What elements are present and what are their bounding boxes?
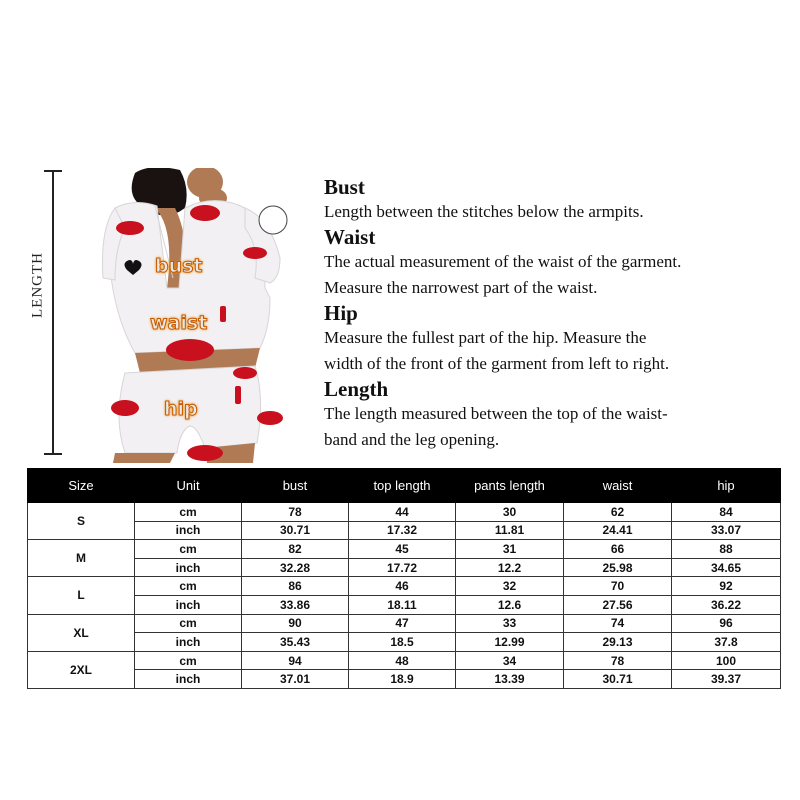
pants-length-cell: 12.99: [456, 633, 564, 652]
unit-cell: cm: [135, 651, 242, 670]
pants-length-cell: 13.39: [456, 670, 564, 689]
bust-cell: 86: [242, 577, 349, 596]
length-text-line: The length measured between the top of the waist-: [324, 404, 668, 423]
table-row: [28, 595, 781, 614]
table-row: [28, 540, 781, 559]
unit-cell: cm: [135, 614, 242, 633]
hip-cell: 36.22: [672, 595, 781, 614]
waist-cell: 78: [564, 651, 672, 670]
unit-cell: inch: [135, 558, 242, 577]
table-row: [28, 558, 781, 577]
measurement-descriptions: [324, 175, 794, 453]
pants-length-cell: 32: [456, 577, 564, 596]
bust-cell: 37.01: [242, 670, 349, 689]
hip-cell: 84: [672, 503, 781, 522]
waist-description: [324, 225, 794, 301]
bust-cell: 30.71: [242, 521, 349, 540]
length-text-line: band and the leg opening.: [324, 430, 500, 449]
hip-cell: 88: [672, 540, 781, 559]
waist-image-label: waist: [150, 312, 208, 334]
top-length-cell: 17.72: [349, 558, 456, 577]
length-heading: Length: [324, 377, 389, 401]
top-length-cell: 18.11: [349, 595, 456, 614]
size-cell: XL: [28, 614, 135, 651]
top-length-cell: 47: [349, 614, 456, 633]
unit-cell: inch: [135, 670, 242, 689]
waist-cell: 70: [564, 577, 672, 596]
top-length-cell: 18.5: [349, 633, 456, 652]
header-unit: Unit: [135, 469, 242, 503]
unit-cell: inch: [135, 633, 242, 652]
hip-cell: 34.65: [672, 558, 781, 577]
waist-cell: 62: [564, 503, 672, 522]
header-pants-length: pants length: [456, 469, 564, 503]
hip-cell: 39.37: [672, 670, 781, 689]
hip-cell: 37.8: [672, 633, 781, 652]
unit-cell: cm: [135, 577, 242, 596]
bust-cell: 90: [242, 614, 349, 633]
bust-cell: 35.43: [242, 633, 349, 652]
hip-text-line: Measure the fullest part of the hip. Measure the: [324, 328, 647, 347]
waist-heading: Waist: [324, 225, 376, 249]
top-length-cell: 18.9: [349, 670, 456, 689]
table-row: [28, 651, 781, 670]
pants-length-cell: 34: [456, 651, 564, 670]
bust-cell: 32.28: [242, 558, 349, 577]
length-description: [324, 377, 794, 453]
size-cell: S: [28, 503, 135, 540]
bust-heading: Bust: [324, 175, 365, 199]
hip-text-line: width of the front of the garment from left to right.: [324, 354, 670, 373]
hip-cell: 96: [672, 614, 781, 633]
table-row: [28, 503, 781, 522]
top-length-cell: 46: [349, 577, 456, 596]
top-length-cell: 17.32: [349, 521, 456, 540]
waist-cell: 74: [564, 614, 672, 633]
pants-length-cell: 30: [456, 503, 564, 522]
waist-cell: 24.41: [564, 521, 672, 540]
top-length-cell: 48: [349, 651, 456, 670]
size-chart-table: [27, 468, 781, 689]
hip-description: [324, 301, 794, 377]
pants-length-cell: 33: [456, 614, 564, 633]
table-row: [28, 577, 781, 596]
size-cell: M: [28, 540, 135, 577]
top-length-cell: 44: [349, 503, 456, 522]
bust-cell: 82: [242, 540, 349, 559]
size-cell: L: [28, 577, 135, 614]
table-row: [28, 614, 781, 633]
header-top-length: top length: [349, 469, 456, 503]
pants-length-cell: 31: [456, 540, 564, 559]
header-waist: waist: [564, 469, 672, 503]
length-ruler-top-cap: [44, 170, 62, 172]
table-row: [28, 521, 781, 540]
hip-heading: Hip: [324, 301, 358, 325]
waist-cell: 27.56: [564, 595, 672, 614]
header-size: Size: [28, 469, 135, 503]
waist-cell: 30.71: [564, 670, 672, 689]
bust-description: [324, 175, 794, 225]
hip-cell: 33.07: [672, 521, 781, 540]
unit-cell: inch: [135, 521, 242, 540]
bust-cell: 78: [242, 503, 349, 522]
waist-cell: 66: [564, 540, 672, 559]
waist-text-line: Measure the narrowest part of the waist.: [324, 278, 598, 297]
pants-length-cell: 12.2: [456, 558, 564, 577]
length-ruler-bottom-cap: [44, 453, 62, 455]
waist-cell: 25.98: [564, 558, 672, 577]
size-cell: 2XL: [28, 651, 135, 688]
length-ruler-label: LENGTH: [29, 252, 46, 318]
hip-cell: 100: [672, 651, 781, 670]
hip-cell: 92: [672, 577, 781, 596]
bust-cell: 33.86: [242, 595, 349, 614]
hip-image-label: hip: [164, 398, 198, 420]
length-ruler-line: [52, 170, 54, 454]
bust-text-line: Length between the stitches below the armpits.: [324, 202, 644, 221]
table-row: [28, 633, 781, 652]
header-bust: bust: [242, 469, 349, 503]
waist-text-line: The actual measurement of the waist of the garment.: [324, 252, 682, 271]
unit-cell: cm: [135, 503, 242, 522]
unit-cell: cm: [135, 540, 242, 559]
unit-cell: inch: [135, 595, 242, 614]
bust-cell: 94: [242, 651, 349, 670]
waist-cell: 29.13: [564, 633, 672, 652]
top-length-cell: 45: [349, 540, 456, 559]
table-row: [28, 670, 781, 689]
header-hip: hip: [672, 469, 781, 503]
table-header-row: [28, 469, 781, 503]
bust-image-label: bust: [155, 255, 203, 277]
pants-length-cell: 12.6: [456, 595, 564, 614]
pants-length-cell: 11.81: [456, 521, 564, 540]
